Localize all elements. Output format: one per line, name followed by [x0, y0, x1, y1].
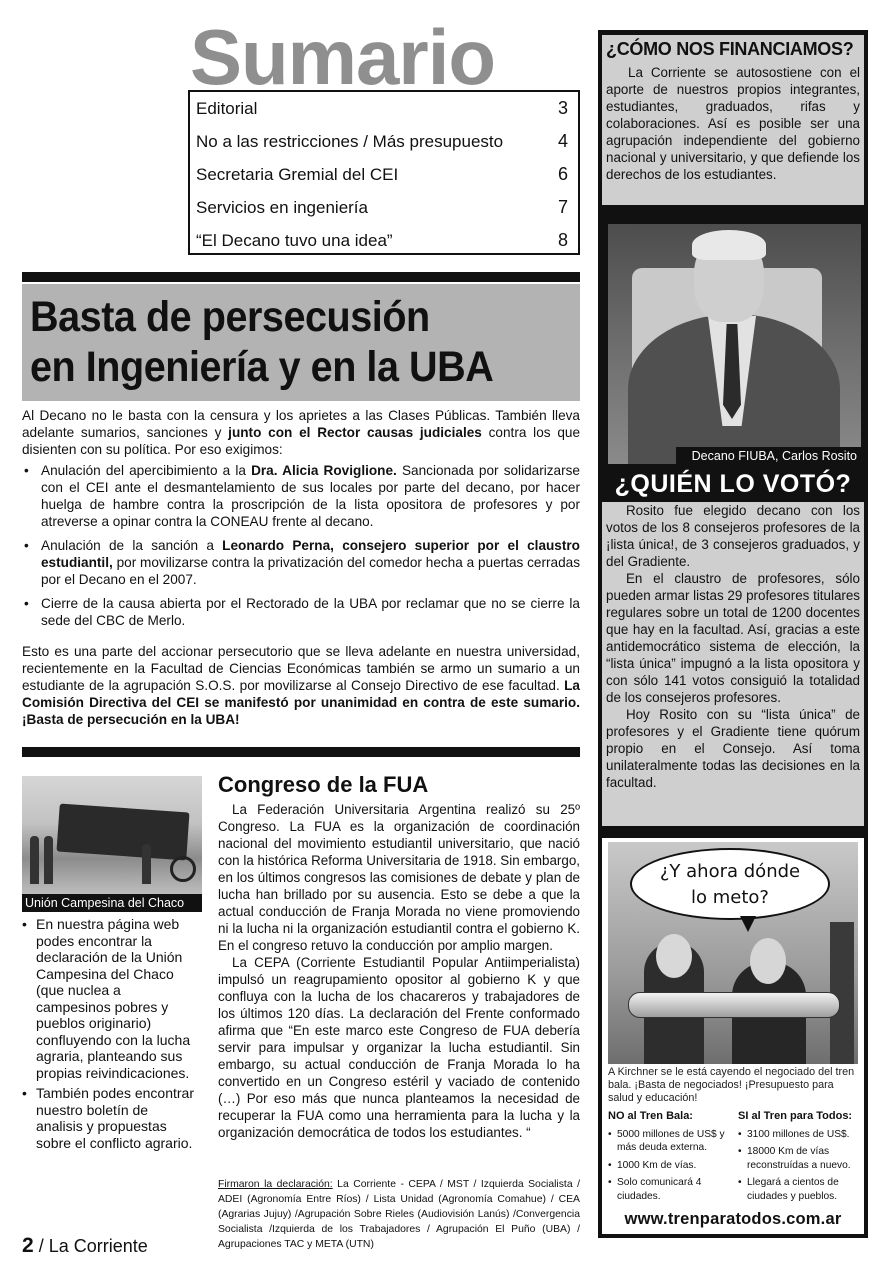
emphasis: Dra. Alicia Roviglione.: [251, 463, 397, 478]
headline-line: Basta de persecusión: [30, 293, 430, 341]
article-body: [218, 801, 580, 1141]
person-shape: [30, 836, 39, 884]
text: Anulación del apercibimiento a la: [41, 463, 252, 478]
toc-page: 4: [557, 131, 568, 151]
paragraph: La CEPA (Corriente Estudiantil Popular Antiimperialista) impulsó un reagrupamiento opositor al gobierno K y que confluya con la lucha de los chacareros y trabajadores de los últimos 120 días. La declaración del Frente conformado afirma que “En este marco este Congreso de FUA debería servir para impulsar y organizar la lucha estudiantil. Sin embargo, su actual conducción de Franja Morada lo ha convertido en un Congreso estéril y vaciado de contenido (…) Por eso más que nunca planteamos la necesidad de recuperar la FUA como una herramienta para la lucha y la organización democrática de todos los estudiantes. “: [218, 955, 580, 1140]
speech-bubble: [630, 848, 830, 920]
text: Sancionada por solidarizarse con el CEI ante el desmantelamiento de sus locales por parte del decano, por hacer huelga de hambre contra la proscripción de la lista opositora de profesores y por atreverse a opinar contra la CONEAU frente al decano.: [41, 463, 580, 529]
si-column: [738, 1110, 862, 1207]
toc-page: 8: [557, 230, 568, 250]
list-item: • 3100 millones de US$.: [738, 1128, 862, 1142]
toc-label: Editorial: [196, 98, 258, 118]
column-title: NO al Tren Bala:: [608, 1110, 693, 1122]
protest-photo: [22, 776, 202, 894]
quien-box: [602, 502, 864, 826]
cartoon-image: [608, 842, 858, 1064]
list-item: [22, 595, 580, 629]
closing-paragraph: [22, 643, 580, 728]
text: Al Decano no le basta con la censura y los aprietes a las Clases Públicas. También lleva adelante sumarios, sanciones y: [22, 408, 580, 440]
bubble-text: ¿Y ahora dónde: [659, 861, 801, 882]
signatories-list: La Corriente - CEPA / MST / Izquierda Socialista / ADEI (Agronomía Entre Ríos) / Lista Unidad (Agronomía Comahue) / CEA (Agrarias Jujuy) /Agrupación Sobre Rieles (Audiovisión Lanús) /Convergencia Socialista /Izquierda de los Trabajadores / Agrupación El Puño (UBA) / Agrupaciones TAC y META (UTN): [218, 1179, 580, 1250]
train-box: [602, 838, 864, 1234]
bicycle-wheel-shape: [170, 856, 196, 882]
toc-row[interactable]: [190, 92, 580, 125]
bubble-text: lo meto?: [691, 887, 769, 908]
financing-title: ¿CÓMO NOS FINANCIAMOS?: [606, 39, 854, 59]
head-shape: [750, 938, 786, 984]
column-title: SI al Tren para Todos:: [738, 1110, 853, 1122]
list-item: • 5000 millones de US$ y más deuda externa.: [608, 1128, 732, 1155]
signatories-label: Firmaron la declaración:: [218, 1179, 333, 1190]
dean-photo: [608, 224, 861, 464]
toc-label: “El Decano tuvo una idea”: [196, 230, 393, 250]
text: por movilizarse contra la privatización del comedor hecha a puertas cerradas por el Decano en el 2007.: [41, 555, 580, 587]
toc-divider: [188, 253, 580, 255]
text: contra los que disienten con su política. Por eso exigimos:: [22, 425, 581, 457]
publication-name: La Corriente: [48, 1236, 148, 1256]
page-footer: [22, 1234, 148, 1258]
headline-line: en Ingeniería y en la UBA: [30, 343, 494, 391]
person-shape: [44, 836, 53, 884]
union-list: [20, 916, 196, 1155]
toc-row[interactable]: [190, 191, 580, 224]
page-number: 2: [22, 1234, 34, 1257]
lead-paragraph: [22, 407, 580, 458]
separator: /: [38, 1236, 44, 1256]
toc-label: Servicios en ingeniería: [196, 197, 368, 217]
article-title: Congreso de la FUA: [218, 772, 429, 797]
toc-row[interactable]: [190, 125, 580, 158]
list-item: • También podes encontrar nuestro boletín de analisis y propuestas sobre el conflicto agrario.: [20, 1085, 196, 1151]
headline-box: [22, 284, 580, 401]
financing-box: [602, 35, 864, 205]
text: Esto es una parte del accionar persecutorio que se lleva adelante en nuestra universidad, recientemente en la Facultad de Ciencias Económicas también se armo un sumario a un estudiante de la agrupación S.O.S. por movilizarse al Consejo Directivo de ese facultad.: [22, 644, 580, 693]
section-title: ¿QUIÉN LO VOTÓ?: [614, 470, 852, 498]
banner-shape: [56, 804, 189, 861]
list-item: • En nuestra página web podes encontrar la declaración de la Unión Campesina del Chaco (que nuclea a campesinos pobres y pueblos originario) confluyendo con la lucha agraria, planteando sus propias reivindicaciones.: [20, 916, 196, 1081]
comparison: [608, 1110, 862, 1207]
website-link[interactable]: www.trenparatodos.com.ar: [624, 1210, 842, 1228]
bubble-tail: [740, 916, 756, 932]
photo-caption: Unión Campesina del Chaco: [22, 894, 202, 912]
list-item: • Llegará a cientos de ciudades y pueblos.: [738, 1176, 862, 1203]
sumario-title: Sumario: [190, 13, 496, 101]
list-item: [22, 537, 580, 588]
headline: [30, 292, 582, 392]
divider: [22, 272, 580, 282]
list-item: • Solo comunicará 4 ciudades.: [608, 1176, 732, 1203]
emphasis: junto con el Rector causas judiciales: [228, 425, 482, 440]
paragraph: La Federación Universitaria Argentina realizó su 25º Congreso. La FUA es la organización de coordinación nacional del movimiento estudiantil universitario, que nació con la histórica Reforma Universitaria de 1918. Sin embargo, en los últimos congresos las comisiones de debate y plan de lucha han brillado por su ausencia. Esto se debe a que la actual conducción de Franja Morada no viene promoviendo ni la lucha ni la organización estudiantil contra el gobierno K. En el congreso retuvo la conducción por amplio margen.: [218, 802, 580, 953]
text: Cierre de la causa abierta por el Rectorado de la UBA por reclamar que no se cierre la sede del CBC de Merlo.: [41, 596, 580, 628]
photo-caption: Decano FIUBA, Carlos Rosito: [676, 447, 861, 465]
no-column: [608, 1110, 732, 1207]
cartoon-caption: A Kirchner se le está cayendo el negociado del tren bala. ¡Basta de negociados! ¡Presupuesto para salud y educación!: [608, 1066, 855, 1104]
list-item: • 18000 Km de vías reconstruídas a nuevo.: [738, 1145, 862, 1172]
toc-divider: [578, 90, 580, 255]
toc-page: 6: [557, 164, 568, 184]
paragraph: Rosito fue elegido decano con los votos de los 8 consejeros profesores de la ¡lista única!, de 3 consejeros graduados, y del Gradiente.: [606, 503, 860, 569]
emphasis: Leonardo Perna, consejero superior por el claustro estudiantil,: [41, 538, 580, 570]
toc-label: No a las restricciones / Más presupuesto: [196, 131, 504, 151]
emphasis: La Comisión Directiva del CEI se manifestó por unanimidad en contra de este sumario. ¡Basta de persecución en la UBA!: [22, 678, 580, 727]
head-shape: [656, 934, 692, 978]
list-item: [22, 462, 580, 530]
table-of-contents: [188, 90, 580, 255]
toc-row[interactable]: [190, 158, 580, 191]
signatories: [218, 1177, 580, 1252]
toc-label: Secretaria Gremial del CEI: [196, 164, 399, 184]
demands-list: [22, 462, 580, 629]
list-item: • 1000 Km de vías.: [608, 1159, 732, 1173]
toc-page: 7: [557, 197, 568, 217]
hair-shape: [692, 230, 766, 260]
paragraph: Hoy Rosito con su “lista única” de profesores y el Gradiente tiene quórum propio en el Consejo. Así toma unilateralmente todas las decisiones en la facultad.: [606, 707, 860, 790]
divider: [22, 747, 580, 757]
paragraph: En el claustro de profesores, sólo pueden armar listas 29 profesores titulares regulares sobre un total de 1200 docentes que hay en la facultad. Así, gracias a este antidemocrático sistema de elección, la “lista única” impugnó a la lista opositora y con sólo 141 votos consiguió la totalidad de los consejeros profesores.: [606, 571, 860, 705]
text: Anulación de la sanción a: [41, 538, 223, 553]
financing-text: La Corriente se autosostiene con el aporte de nuestros propios integrantes, estudiantes, graduados, rifas y colaboraciones. Así es posible ser una agrupación independiente del gobierno nacional y universitario, y que defiende los derechos de los estudiantes.: [606, 65, 860, 182]
train-model-shape: [628, 992, 840, 1018]
toc-page: 3: [557, 98, 568, 118]
person-shape: [142, 844, 151, 884]
